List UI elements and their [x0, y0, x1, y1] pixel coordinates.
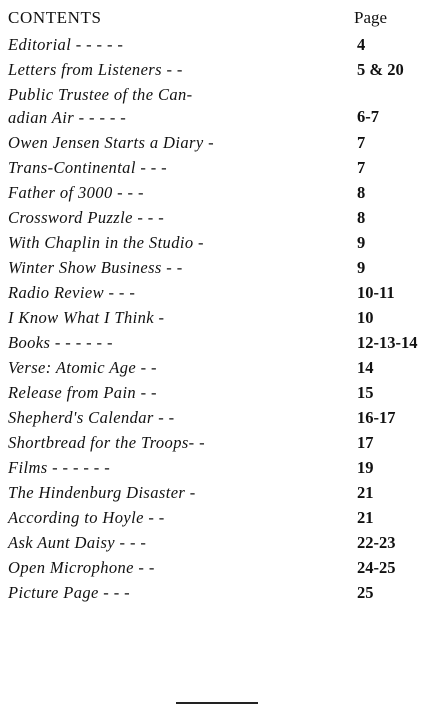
toc-entry [8, 532, 436, 557]
toc-entry-title: Verse: Atomic Age - - [8, 358, 157, 377]
toc-entry [8, 582, 436, 607]
toc-entry-page: 7 [357, 133, 366, 152]
toc-entry-page: 10-11 [357, 283, 395, 302]
toc-entry-title: Crossword Puzzle - - - [8, 208, 165, 227]
toc-entry [8, 332, 436, 357]
toc-entry [8, 257, 436, 282]
closing-rule [176, 702, 258, 704]
toc-entry-title: Picture Page - - - [8, 583, 131, 602]
toc-entry-page: 12-13-14 [357, 333, 418, 352]
toc-entry [8, 357, 436, 382]
toc-entry-title: Films - - - - - - [8, 458, 111, 477]
table-of-contents [8, 34, 436, 607]
toc-entry [8, 182, 436, 207]
toc-entry-page: 17 [357, 433, 374, 452]
toc-entry [8, 457, 436, 482]
toc-entry [8, 232, 436, 257]
toc-entry-title: Shepherd's Calendar - - [8, 408, 175, 427]
toc-entry-page: 14 [357, 358, 374, 377]
contents-header [8, 8, 433, 32]
toc-entry-title: Father of 3000 - - - [8, 183, 144, 202]
toc-entry [8, 207, 436, 232]
toc-entry-title: Books - - - - - - [8, 333, 113, 352]
toc-entry-page: 22-23 [357, 533, 396, 552]
toc-entry-page: 21 [357, 483, 374, 502]
toc-entry-title: Release from Pain - - [8, 383, 157, 402]
toc-entry-page: 7 [357, 158, 366, 177]
toc-entry-page: 10 [357, 308, 374, 327]
toc-entry [8, 307, 436, 332]
contents-heading: CONTENTS [8, 8, 102, 27]
toc-entry-title: Ask Aunt Daisy - - - [8, 533, 147, 552]
toc-entry [8, 59, 436, 84]
toc-entry [8, 132, 436, 157]
toc-entry-page: 8 [357, 183, 366, 202]
toc-entry-page: 6-7 [357, 107, 379, 126]
toc-entry [8, 282, 436, 307]
toc-entry-page: 25 [357, 583, 374, 602]
toc-entry [8, 482, 436, 507]
toc-entry [8, 557, 436, 582]
toc-entry [8, 507, 436, 532]
toc-entry-page: 5 & 20 [357, 60, 404, 79]
toc-entry [8, 157, 436, 182]
toc-entry-title: Winter Show Business - - [8, 258, 183, 277]
toc-entry-page: 21 [357, 508, 374, 527]
toc-entry-title: According to Hoyle - - [8, 508, 165, 527]
toc-entry-title: The Hindenburg Disaster - [8, 483, 196, 502]
toc-entry-title: I Know What I Think - [8, 308, 165, 327]
toc-entry-page: 9 [357, 258, 366, 277]
toc-entry-title: Editorial - - - - - [8, 35, 124, 54]
toc-entry-title: Owen Jensen Starts a Diary - [8, 133, 214, 152]
toc-entry [8, 382, 436, 407]
toc-entry-page: 16-17 [357, 408, 396, 427]
toc-entry [8, 407, 436, 432]
toc-entry-page: 15 [357, 383, 374, 402]
toc-entry-page: 9 [357, 233, 366, 252]
toc-entry-page: 19 [357, 458, 374, 477]
toc-entry-page: 24-25 [357, 558, 396, 577]
toc-entry-title: Letters from Listeners - - [8, 60, 183, 79]
toc-entry [8, 34, 436, 59]
toc-entry-title: Radio Review - - - [8, 283, 136, 302]
toc-entry-page: 4 [357, 35, 366, 54]
toc-entry-title: Public Trustee of the Can- adian Air - - - - - [8, 85, 193, 127]
toc-entry [8, 432, 436, 457]
toc-entry [8, 84, 436, 132]
toc-entry-title: Open Microphone - - [8, 558, 155, 577]
page-column-heading: Page [354, 8, 388, 27]
toc-entry-title: Shortbread for the Troops- - [8, 433, 205, 452]
toc-entry-title: Trans-Continental - - - [8, 158, 168, 177]
toc-entry-page: 8 [357, 208, 366, 227]
toc-entry-title: With Chaplin in the Studio - [8, 233, 204, 252]
